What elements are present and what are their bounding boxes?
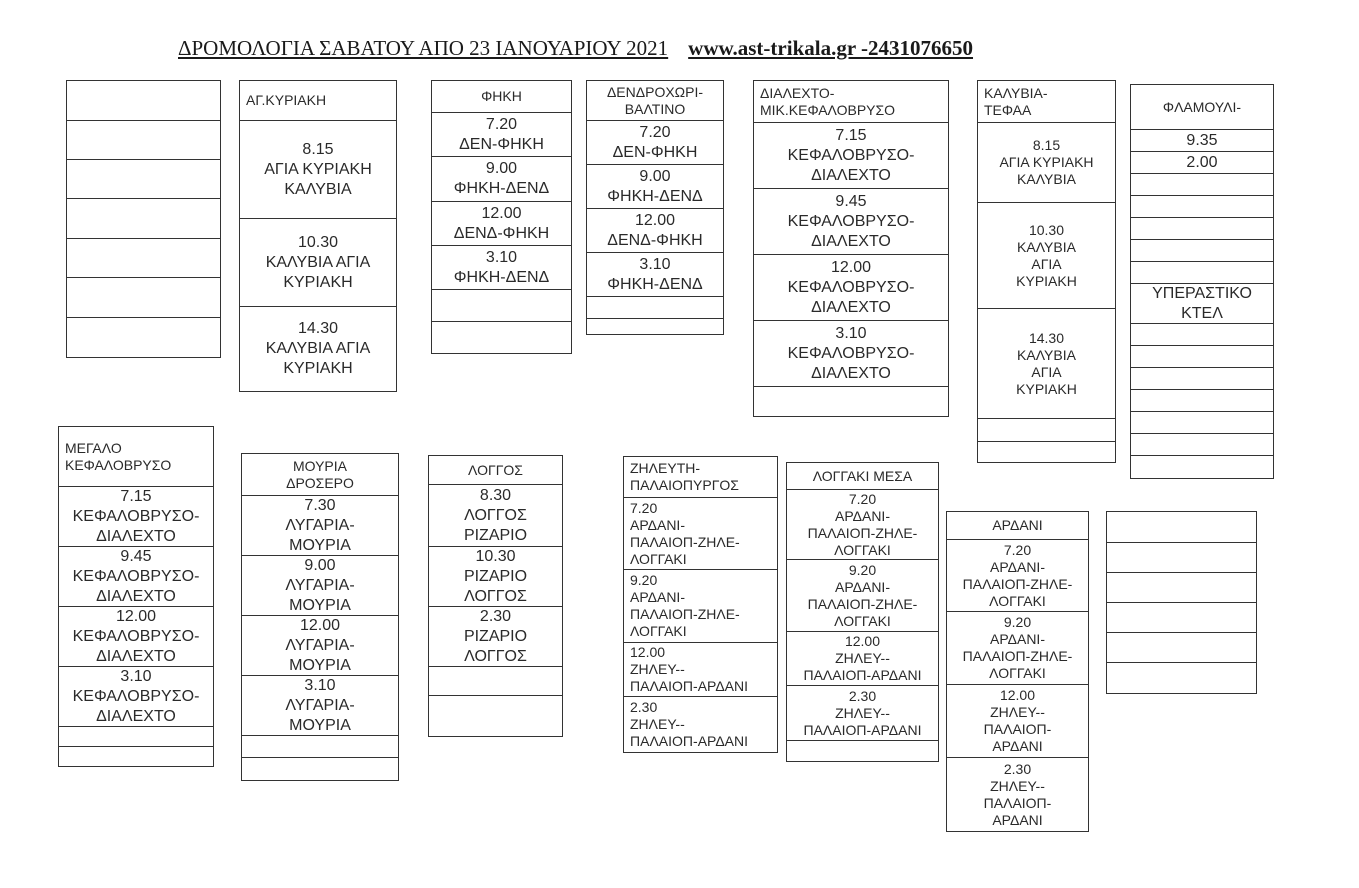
departure-time: 7.20 bbox=[485, 115, 518, 133]
route-text: ΛΟΓΓΑΚΙ ΜΕΣΑ bbox=[812, 467, 913, 484]
empty-row bbox=[429, 696, 562, 736]
route-text: ΡΙΖΑΡΙΟ bbox=[463, 567, 528, 585]
schedule-entry bbox=[1131, 284, 1273, 324]
empty-row bbox=[1131, 456, 1273, 478]
departure-time: 9.45 bbox=[120, 547, 152, 565]
route-text: ΠΑΛΑΙΟΠ-ΖΗΛΕ- bbox=[962, 648, 1073, 664]
empty-row bbox=[1107, 573, 1256, 603]
departure-time: 12.00 bbox=[115, 607, 157, 625]
route-text: ΚΥΡΙΑΚΗ bbox=[1016, 380, 1077, 397]
empty-row bbox=[754, 387, 948, 416]
departure-time: 9.00 bbox=[485, 160, 518, 177]
route-text: ΠΑΛΑΙΟΠ- bbox=[983, 794, 1052, 811]
route-text: ΚΤΕΛ bbox=[1181, 304, 1223, 322]
route-text: ΑΡΔΑΝΙ- bbox=[630, 516, 685, 533]
route-text: ΔΙΑΛΕΧΤΟ bbox=[96, 647, 176, 665]
empty-row bbox=[1107, 512, 1256, 543]
departure-time: 14.30 bbox=[297, 320, 339, 337]
departure-time: 10.30 bbox=[475, 547, 516, 565]
schedule-table-blank-2 bbox=[1106, 511, 1257, 694]
route-text: ΖΗΛΕΥΤΗ- bbox=[630, 460, 701, 476]
empty-row bbox=[1131, 218, 1273, 240]
departure-time: 3.10 bbox=[639, 255, 671, 273]
route-text: ΑΡΔΑΝΙ- bbox=[835, 507, 890, 524]
departure-time: 10.30 bbox=[1028, 221, 1065, 238]
empty-row bbox=[587, 297, 723, 319]
schedule-entry bbox=[59, 667, 213, 727]
route-text: ΔΙΑΛΕΧΤΟ- bbox=[760, 84, 835, 101]
departure-time: 8.15 bbox=[302, 140, 334, 158]
route-text: ΦΗΚΗ-ΔΕΝΔ bbox=[453, 268, 550, 286]
empty-row bbox=[429, 667, 562, 696]
route-text: ΦΛΑΜΟΥΛΙ- bbox=[1162, 98, 1242, 115]
route-text: ΛΥΓΑΡΙΑ- bbox=[285, 696, 355, 714]
empty-row bbox=[1107, 543, 1256, 573]
route-text: ΛΥΓΑΡΙΑ- bbox=[285, 516, 355, 534]
table-header bbox=[432, 81, 571, 113]
empty-row bbox=[787, 741, 938, 761]
route-text: ΚΕΦΑΛΟΒΡΥΣΟ- bbox=[72, 567, 200, 585]
schedule-entry bbox=[432, 202, 571, 246]
route-text: ΦΗΚΗ-ΔΕΝΔ bbox=[607, 187, 703, 205]
page-title bbox=[178, 35, 1208, 61]
schedule-entry bbox=[624, 570, 777, 643]
table-header bbox=[1131, 85, 1273, 130]
departure-time: 3.10 bbox=[304, 676, 336, 694]
route-text: ΠΑΛΑΙΟΠ-ΑΡΔΑΝΙ bbox=[630, 733, 749, 749]
schedule-entry bbox=[242, 556, 398, 616]
table-header bbox=[240, 81, 396, 121]
route-text: ΔΕΝΔ-ΦΗΚΗ bbox=[607, 231, 703, 249]
route-text: ΜΙΚ.ΚΕΦΑΛΟΒΡΥΣΟ bbox=[760, 101, 896, 118]
schedule-table-dialexto bbox=[753, 80, 949, 417]
route-text: ΠΑΛΑΙΟΠ-ΑΡΔΑΝΙ bbox=[803, 667, 922, 683]
departure-time: 2.30 bbox=[630, 699, 658, 715]
schedule-entry bbox=[429, 485, 562, 547]
schedule-entry bbox=[947, 685, 1088, 758]
schedule-entry bbox=[240, 219, 396, 307]
empty-row bbox=[1131, 434, 1273, 456]
empty-row bbox=[1107, 603, 1256, 633]
route-text: ΡΙΖΑΡΙΟ bbox=[463, 526, 528, 544]
empty-row bbox=[242, 758, 398, 780]
departure-time: 3.10 bbox=[485, 248, 518, 266]
route-text: ΤΕΦΑΑ bbox=[984, 101, 1032, 118]
route-text: ΑΡΔΑΝΙ bbox=[992, 738, 1043, 754]
route-text: ΖΗΛΕΥ-- bbox=[630, 661, 685, 677]
empty-row bbox=[1131, 174, 1273, 196]
schedule-entry bbox=[59, 487, 213, 547]
empty-row bbox=[242, 736, 398, 758]
route-text: ΑΡΔΑΝΙ- bbox=[835, 578, 890, 595]
departure-time: 12.00 bbox=[999, 687, 1036, 703]
schedule-entry bbox=[432, 157, 571, 202]
route-text: ΛΟΓΓΑΚΙ bbox=[834, 612, 891, 629]
empty-row bbox=[67, 160, 220, 199]
schedule-entry bbox=[754, 321, 948, 387]
route-text: ΑΡΔΑΝΙ- bbox=[990, 558, 1045, 575]
empty-row bbox=[67, 199, 220, 239]
empty-row bbox=[1131, 240, 1273, 262]
schedule-entry bbox=[1131, 130, 1273, 152]
route-text: ΠΑΛΑΙΟΠΥΡΓΟΣ bbox=[630, 477, 739, 493]
route-text: ΔΙΑΛΕΧΤΟ bbox=[96, 527, 176, 545]
route-text: ΑΓΙΑ bbox=[1031, 255, 1062, 272]
empty-row bbox=[1131, 346, 1273, 368]
route-text: ΚΑΛΥΒΙΑ bbox=[1017, 238, 1076, 255]
schedule-entry bbox=[624, 697, 777, 752]
departure-time: 3.10 bbox=[120, 667, 152, 685]
departure-time: 9.20 bbox=[848, 561, 877, 578]
route-text: ΖΗΛΕΥ-- bbox=[630, 716, 685, 732]
route-text: ΚΑΛΥΒΙΑ bbox=[1017, 346, 1076, 363]
table-header bbox=[59, 427, 213, 487]
route-text: ΜΟΥΡΙΑ bbox=[289, 656, 351, 674]
route-text: ΜΟΥΡΙΑ bbox=[289, 536, 351, 554]
route-text: ΑΓΙΑ bbox=[1031, 363, 1062, 380]
empty-row bbox=[67, 318, 220, 357]
departure-time: 7.20 bbox=[639, 123, 671, 141]
empty-row bbox=[67, 81, 220, 121]
schedule-entry bbox=[947, 758, 1088, 831]
route-text: ΖΗΛΕΥ-- bbox=[835, 650, 890, 666]
route-text: ΜΟΥΡΙΑ bbox=[289, 716, 351, 734]
route-text: ΛΟΓΓΑΚΙ bbox=[834, 541, 891, 558]
route-text: ΚΥΡΙΑΚΗ bbox=[1016, 272, 1077, 289]
departure-time: 12.00 bbox=[634, 211, 676, 229]
departure-time: 7.20 bbox=[848, 490, 877, 507]
schedule-table-loggaki-mesa bbox=[786, 462, 939, 762]
schedule-entry bbox=[787, 560, 938, 632]
schedule-entry bbox=[242, 616, 398, 676]
route-text: ΠΑΛΑΙΟΠ-ΖΗΛΕ- bbox=[630, 533, 740, 550]
schedule-table-ardani bbox=[946, 511, 1089, 832]
schedule-table-megalo-kefalovryso bbox=[58, 426, 214, 767]
departure-time: 7.15 bbox=[835, 126, 867, 144]
route-text: ΖΗΛΕΥ-- bbox=[835, 704, 890, 721]
empty-row bbox=[1131, 324, 1273, 346]
route-text: ΚΑΛΥΒΙΑ ΑΓΙΑ bbox=[265, 340, 371, 357]
table-header bbox=[947, 512, 1088, 540]
route-text: ΑΡΔΑΝΙ bbox=[992, 517, 1043, 533]
empty-row bbox=[432, 322, 571, 353]
departure-time: 7.20 bbox=[630, 499, 658, 516]
route-text: ΠΑΛΑΙΟΠ- bbox=[983, 721, 1052, 737]
route-text: ΔΕΝ-ΦΗΚΗ bbox=[459, 135, 544, 153]
schedule-entry bbox=[587, 209, 723, 253]
schedule-table-zileythi bbox=[623, 456, 778, 753]
empty-row bbox=[1131, 368, 1273, 390]
route-text: ΔΙΑΛΕΧΤΟ bbox=[811, 364, 891, 382]
schedule-entry bbox=[429, 547, 562, 607]
departure-time: 9.00 bbox=[304, 556, 336, 574]
route-text: ΔΕΝΔΡΟΧΩΡΙ- bbox=[606, 83, 704, 100]
schedule-entry bbox=[587, 121, 723, 165]
schedule-entry bbox=[240, 121, 396, 219]
empty-row bbox=[587, 319, 723, 334]
departure-time: 7.15 bbox=[120, 487, 152, 505]
schedule-entry bbox=[947, 540, 1088, 612]
empty-row bbox=[59, 747, 213, 766]
departure-time: ΥΠΕΡΑΣΤΙΚΟ bbox=[1152, 284, 1252, 302]
schedule-entry bbox=[754, 255, 948, 321]
route-text: ΖΗΛΕΥ-- bbox=[990, 704, 1045, 720]
empty-row bbox=[1131, 196, 1273, 218]
route-text: ΜΟΥΡΙΑ bbox=[292, 457, 347, 474]
route-text: ΛΟΓΓΑΚΙ bbox=[630, 550, 687, 567]
table-header bbox=[754, 81, 948, 123]
route-text: ΠΑΛΑΙΟΠ-ΖΗΛΕ- bbox=[807, 524, 918, 541]
departure-time: 14.30 bbox=[1028, 329, 1065, 346]
route-text: ΑΡΔΑΝΙ bbox=[992, 811, 1043, 828]
schedule-entry bbox=[947, 612, 1088, 685]
empty-row bbox=[1107, 663, 1256, 693]
table-header bbox=[787, 463, 938, 490]
route-text: ΠΑΛΑΙΟΠ-ΑΡΔΑΝΙ bbox=[803, 721, 922, 738]
route-text: ΔΙΑΛΕΧΤΟ bbox=[811, 232, 891, 250]
empty-row bbox=[1107, 633, 1256, 663]
schedule-entry bbox=[432, 113, 571, 157]
departure-time: 7.20 bbox=[1003, 541, 1032, 558]
schedule-entry bbox=[787, 632, 938, 686]
table-header bbox=[429, 456, 562, 485]
table-header bbox=[978, 81, 1115, 123]
title-main: ΔΡΟΜΟΛΟΓΙΑ ΣΑΒΑΤΟΥ ΑΠΟ 23 ΙΑΝΟΥΑΡΙΟΥ 2021 bbox=[178, 36, 669, 60]
route-text: ΡΙΖΑΡΙΟ bbox=[463, 627, 528, 645]
schedule-entry bbox=[754, 123, 948, 189]
schedule-entry bbox=[587, 165, 723, 209]
route-text: ΛΟΓΓΑΚΙ bbox=[989, 665, 1046, 681]
empty-row bbox=[978, 419, 1115, 442]
route-text: ΔΡΟΣΕΡΟ bbox=[286, 474, 354, 491]
schedule-entry bbox=[978, 123, 1115, 203]
route-text: ΚΥΡΙΑΚΗ bbox=[283, 360, 353, 377]
empty-row bbox=[59, 727, 213, 747]
route-text: ΔΙΑΛΕΧΤΟ bbox=[96, 587, 176, 605]
route-text: ΚΕΦΑΛΟΒΡΥΣΟ- bbox=[787, 344, 915, 362]
route-text: ΑΡΔΑΝΙ- bbox=[630, 589, 685, 605]
schedule-entry bbox=[1131, 152, 1273, 174]
route-text: ΑΡΔΑΝΙ- bbox=[990, 631, 1045, 647]
route-text: ΚΑΛΥΒΙΑ ΑΓΙΑ bbox=[265, 253, 371, 271]
route-text: ΚΕΦΑΛΟΒΡΥΣΟ bbox=[65, 456, 172, 473]
route-text: ΚΑΛΥΒΙΑ bbox=[284, 180, 352, 198]
schedule-entry bbox=[624, 498, 777, 570]
schedule-entry bbox=[242, 496, 398, 556]
route-text: ΠΑΛΑΙΟΠ-ΖΗΛΕ- bbox=[807, 595, 918, 612]
route-text: ΛΟΓΓΟΣ bbox=[464, 587, 527, 605]
empty-row bbox=[67, 121, 220, 160]
schedule-table-blank-1 bbox=[66, 80, 221, 358]
departure-time: 2.30 bbox=[848, 687, 877, 704]
schedule-table-loggos bbox=[428, 455, 563, 737]
schedule-entry bbox=[787, 686, 938, 741]
route-text: ΛΥΓΑΡΙΑ- bbox=[285, 636, 355, 654]
schedule-entry bbox=[432, 246, 571, 290]
route-text: ΛΥΓΑΡΙΑ- bbox=[285, 576, 355, 594]
route-text: ΛΟΓΓΟΣ bbox=[464, 506, 527, 524]
route-text: ΚΕΦΑΛΟΒΡΥΣΟ- bbox=[72, 507, 200, 525]
empty-row bbox=[67, 239, 220, 278]
departure-time: 2.30 bbox=[1003, 760, 1032, 777]
route-text: ΔΙΑΛΕΧΤΟ bbox=[811, 166, 891, 184]
route-text: ΚΕΦΑΛΟΒΡΥΣΟ- bbox=[72, 687, 200, 705]
empty-row bbox=[432, 290, 571, 322]
schedule-entry bbox=[978, 203, 1115, 309]
departure-time: 9.35 bbox=[1186, 131, 1218, 149]
route-text: ΑΓΙΑ ΚΥΡΙΑΚΗ bbox=[999, 154, 1094, 170]
departure-time: 12.00 bbox=[630, 644, 666, 660]
schedule-table-flamouli bbox=[1130, 84, 1274, 479]
route-text: ΚΥΡΙΑΚΗ bbox=[283, 273, 353, 291]
schedule-entry bbox=[787, 490, 938, 560]
departure-time: 10.30 bbox=[297, 233, 339, 251]
route-text: ΛΟΓΓΑΚΙ bbox=[989, 592, 1046, 609]
route-text: ΚΕΦΑΛΟΒΡΥΣΟ- bbox=[72, 627, 200, 645]
schedule-entry bbox=[978, 309, 1115, 419]
route-text: ΒΑΛΤΙΝΟ bbox=[624, 100, 686, 117]
title-website-phone: www.ast-trikala.gr -2431076650 bbox=[688, 36, 974, 60]
empty-row bbox=[67, 278, 220, 318]
route-text: ΠΑΛΑΙΟΠ-ΑΡΔΑΝΙ bbox=[630, 678, 749, 694]
table-header bbox=[587, 81, 723, 121]
route-text: ΛΟΓΓΟΣ bbox=[464, 647, 527, 665]
empty-row bbox=[1131, 412, 1273, 434]
departure-time: 8.30 bbox=[479, 486, 512, 504]
route-text: ΜΕΓΑΛΟ bbox=[65, 439, 122, 456]
route-text: ΚΕΦΑΛΟΒΡΥΣΟ- bbox=[787, 212, 915, 230]
empty-row bbox=[978, 442, 1115, 462]
departure-time: 8.15 bbox=[1032, 137, 1061, 153]
departure-time: 9.45 bbox=[835, 192, 867, 210]
route-text: ΚΕΦΑΛΟΒΡΥΣΟ- bbox=[787, 146, 915, 164]
schedule-entry bbox=[242, 676, 398, 736]
departure-time: 12.00 bbox=[299, 616, 341, 634]
departure-time: 7.30 bbox=[304, 496, 336, 514]
departure-time: 2.30 bbox=[479, 607, 512, 625]
schedule-table-ag-kyriaki bbox=[239, 80, 397, 392]
schedule-entry bbox=[754, 189, 948, 255]
departure-time: 9.00 bbox=[639, 167, 671, 185]
route-text: ΦΗΚΗ-ΔΕΝΔ bbox=[453, 180, 550, 197]
departure-time: 12.00 bbox=[481, 204, 522, 222]
schedule-table-mouria bbox=[241, 453, 399, 781]
route-text: ΚΕΦΑΛΟΒΡΥΣΟ- bbox=[787, 278, 915, 296]
schedule-entry bbox=[624, 643, 777, 697]
departure-time: 2.00 bbox=[1186, 153, 1218, 171]
route-text: ΛΟΓΓΑΚΙ bbox=[630, 623, 687, 639]
table-header bbox=[242, 454, 398, 496]
schedule-entry bbox=[59, 607, 213, 667]
route-text: ΑΓΙΑ ΚΥΡΙΑΚΗ bbox=[264, 160, 372, 178]
route-text: ΚΑΛΥΒΙΑ bbox=[1017, 171, 1076, 187]
route-text: ΑΓ.ΚΥΡΙΑΚΗ bbox=[246, 92, 327, 108]
departure-time: 9.20 bbox=[1003, 614, 1032, 630]
schedule-table-kalyvia-tefaa bbox=[977, 80, 1116, 463]
departure-time: 12.00 bbox=[830, 258, 872, 276]
schedule-entry bbox=[587, 253, 723, 297]
schedule-table-fiki bbox=[431, 80, 572, 354]
schedule-entry bbox=[429, 607, 562, 667]
departure-time: 12.00 bbox=[844, 633, 881, 649]
schedule-entry bbox=[59, 547, 213, 607]
departure-time: 9.20 bbox=[630, 572, 658, 588]
route-text: ΠΑΛΑΙΟΠ-ΖΗΛΕ- bbox=[962, 575, 1073, 592]
route-text: ΦΗΚΗ bbox=[481, 88, 522, 104]
table-header bbox=[624, 457, 777, 498]
schedule-entry bbox=[240, 307, 396, 391]
route-text: ΦΗΚΗ-ΔΕΝΔ bbox=[607, 275, 703, 293]
schedule-table-dendroxori bbox=[586, 80, 724, 335]
route-text: ΔΕΝΔ-ΦΗΚΗ bbox=[453, 224, 550, 242]
route-text: ΛΟΓΓΟΣ bbox=[468, 461, 523, 478]
route-text: ΔΙΑΛΕΧΤΟ bbox=[811, 298, 891, 316]
route-text: ΜΟΥΡΙΑ bbox=[289, 596, 351, 614]
empty-row bbox=[1131, 262, 1273, 284]
empty-row bbox=[1131, 390, 1273, 412]
route-text: ΠΑΛΑΙΟΠ-ΖΗΛΕ- bbox=[630, 606, 740, 622]
route-text: ΔΕΝ-ΦΗΚΗ bbox=[612, 143, 698, 161]
route-text: ΚΑΛΥΒΙΑ- bbox=[984, 84, 1048, 101]
route-text: ΖΗΛΕΥ-- bbox=[990, 777, 1045, 794]
departure-time: 3.10 bbox=[835, 324, 867, 342]
route-text: ΔΙΑΛΕΧΤΟ bbox=[96, 707, 176, 725]
